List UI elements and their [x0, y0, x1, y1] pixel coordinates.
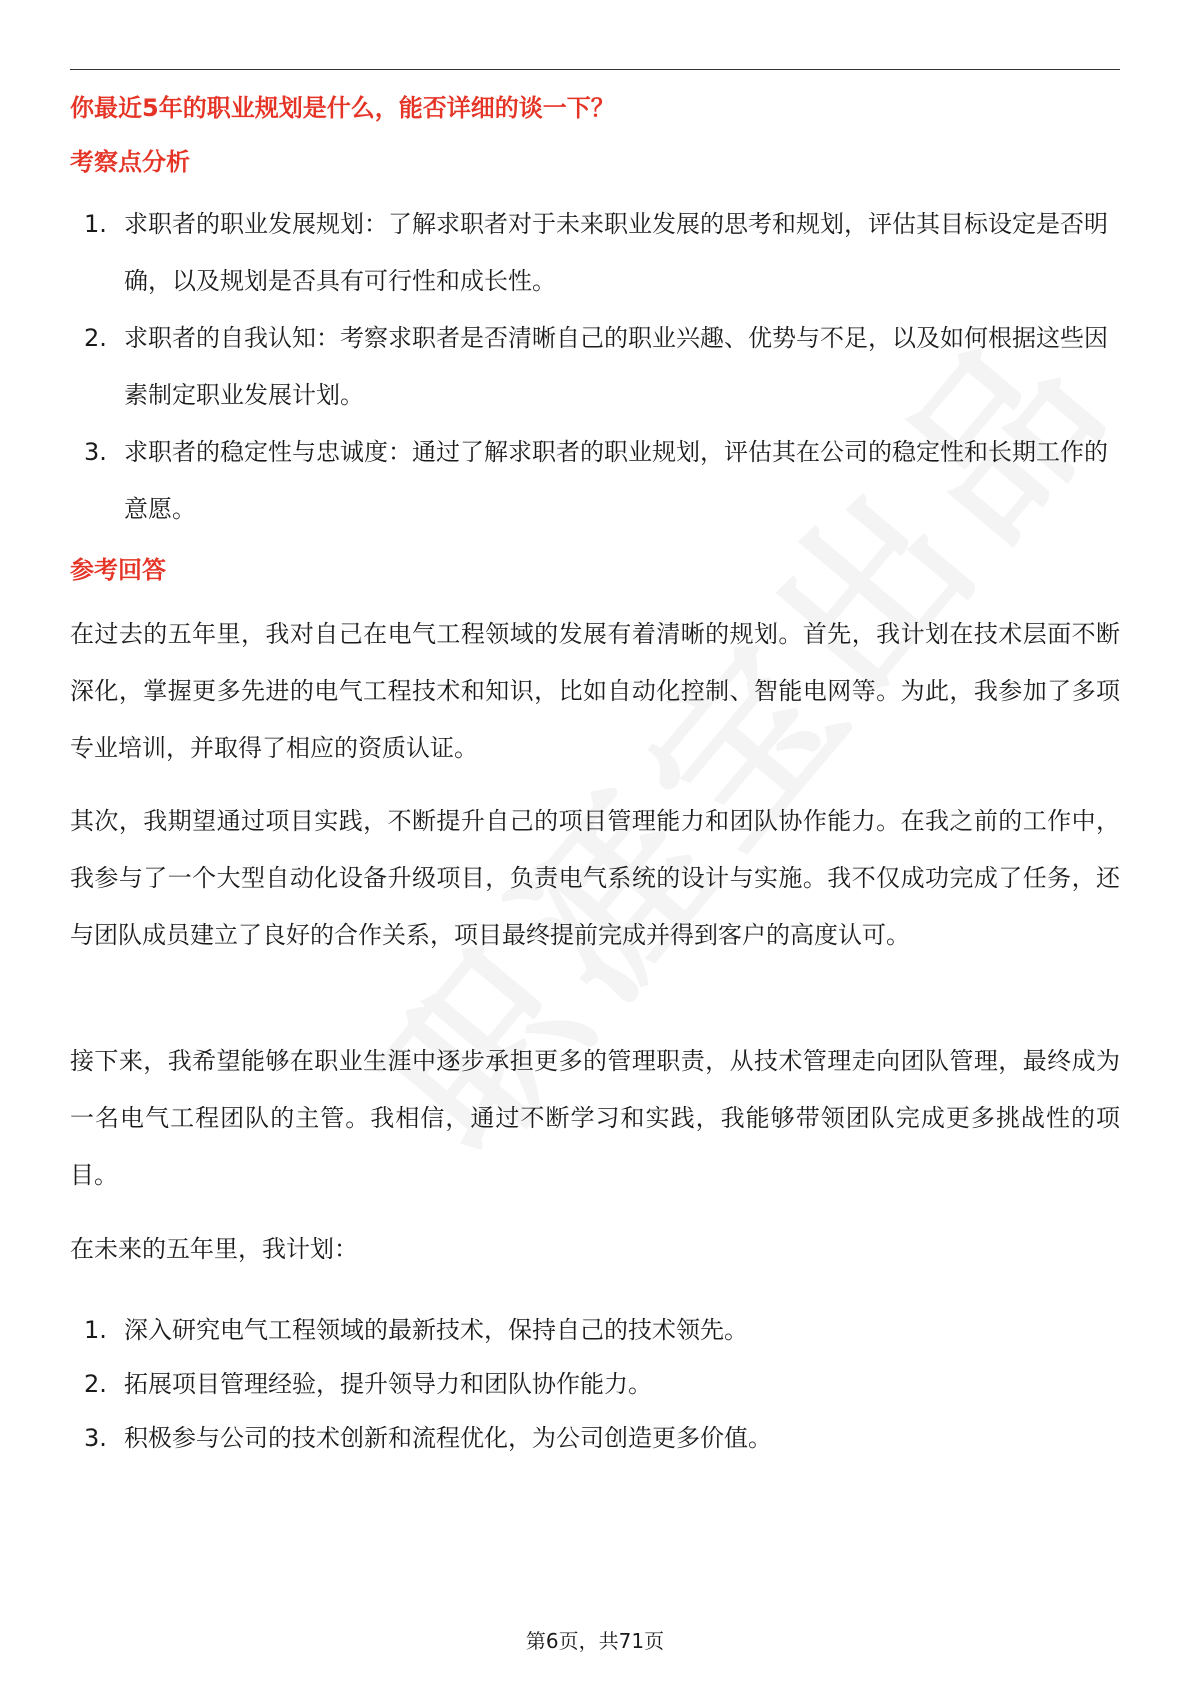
list-item: 2. 求职者的自我认知：考察求职者是否清晰自己的职业兴趣、优势与不足，以及如何根据这些因素制定职业发展计划。: [84, 324, 1108, 409]
answer-paragraph-2: 其次，我期望通过项目实践，不断提升自己的项目管理能力和团队协作能力。在我之前的工作中，我参与了一个大型自动化设备升级项目，负责电气系统的设计与实施。我不仅成功完成了任务，还与团队成员建立了良好的合作关系，项目最终提前完成并得到客户的高度认可。: [70, 807, 1120, 949]
list-item: 3. 积极参与公司的技术创新和流程优化，为公司创造更多价值。: [84, 1424, 772, 1452]
answer-heading: 参考回答: [70, 556, 166, 584]
answer-paragraph-3: 接下来，我希望能够在职业生涯中逐步承担更多的管理职责，从技术管理走向团队管理，最终成为一名电气工程团队的主管。我相信，通过不断学习和实践，我能够带领团队完成更多挑战性的项目。: [70, 1047, 1120, 1189]
answer-paragraph-1: 在过去的五年里，我对自己在电气工程领域的发展有着清晰的规划。首先，我计划在技术层面不断深化，掌握更多先进的电气工程技术和知识，比如自动化控制、智能电网等。为此，我参加了多项专业培训，并取得了相应的资质认证。: [70, 620, 1120, 762]
plan-list: [70, 1303, 1120, 1465]
list-item: 1. 深入研究电气工程领域的最新技术，保持自己的技术领先。: [84, 1316, 748, 1344]
analysis-list: [70, 196, 1120, 538]
answer-paragraph-4: 在未来的五年里，我计划：: [70, 1235, 358, 1263]
page-footer: 第6页，共71页: [525, 1629, 665, 1653]
list-item: 1. 求职者的职业发展规划：了解求职者对于未来职业发展的思考和规划，评估其目标设定是否明确，以及规划是否具有可行性和成长性。: [84, 210, 1108, 295]
list-item: 3. 求职者的稳定性与忠诚度：通过了解求职者的职业规划，评估其在公司的稳定性和长期工作的意愿。: [84, 438, 1108, 523]
list-item: 2. 拓展项目管理经验，提升领导力和团队协作能力。: [84, 1370, 652, 1398]
top-rule: [70, 69, 1120, 70]
analysis-heading: 考察点分析: [70, 148, 190, 176]
question-title: 你最近5年的职业规划是什么，能否详细的谈一下？: [70, 94, 615, 122]
